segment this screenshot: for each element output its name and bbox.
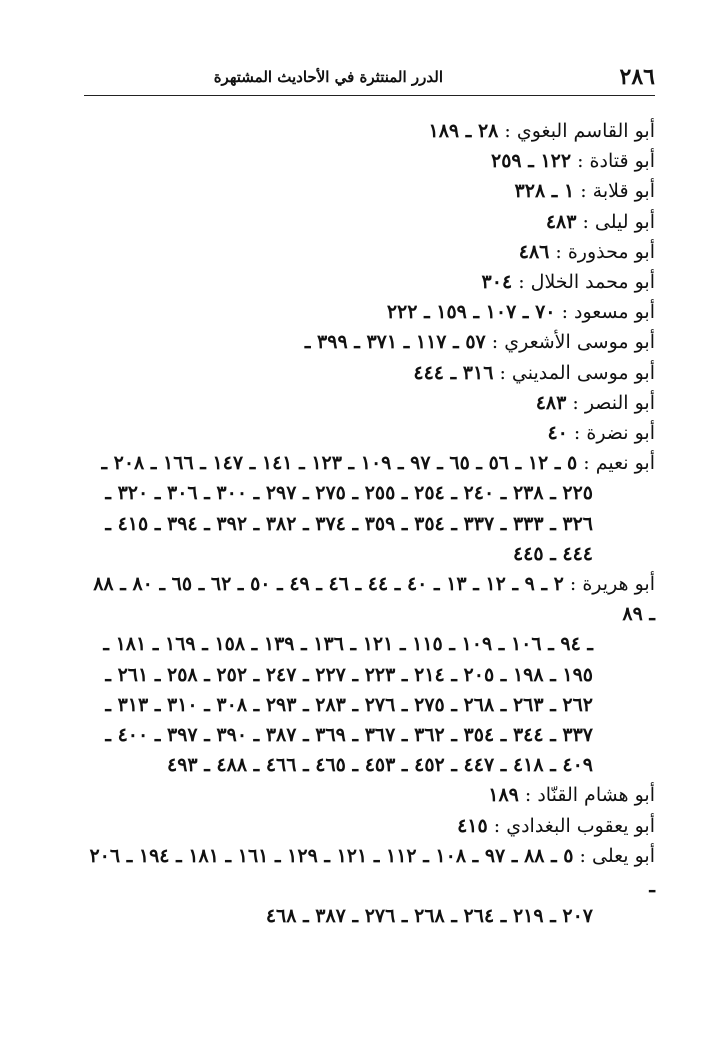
page-number: ٢٨٦ [619,64,655,90]
index-entry-continuation: ٢٢٥ ـ ٢٣٨ ـ ٢٤٠ ـ ٢٥٤ ـ ٢٥٥ ـ ٢٧٥ ـ ٢٩٧ ـ ٣٠٠ ـ ٣٠٦ ـ ٣٢٠ ـ [105,482,593,505]
running-title: الدرر المنتثرة في الأحاديث المشتهرة [213,68,443,86]
index-entry [84,388,655,418]
entry-pages: ١٨٩ [488,784,519,807]
entry-name: أبو يعلى : [579,844,655,867]
entry-pages: ٤٨٣ [535,391,567,414]
entry-name: أبو يعقوب البغدادي : [493,814,655,837]
entry-name: أبو هشام القنّاد : [524,784,655,807]
index-entry-continuation: ٤٠٩ ـ ٤١٨ ـ ٤٤٧ ـ ٤٥٢ ـ ٤٥٣ ـ ٤٦٥ ـ ٤٦٦ ـ ٤٨٨ ـ ٤٩٣ [167,754,593,777]
entry-pages: ٤١٥ [457,814,488,837]
entry-pages: ٢ ـ ٩ ـ ١٢ ـ ١٣ ـ ٤٠ ـ ٤٤ ـ ٤٦ ـ ٤٩ ـ ٥٠ ـ ٦٢ ـ ٦٥ ـ ٨٠ ـ ٨٨ ـ ٨٩ [93,573,655,626]
entry-pages: ١٢٢ ـ ٢٥٩ [491,150,572,173]
index-entry-continuation: ٢٦٢ ـ ٢٦٣ ـ ٢٦٨ ـ ٢٧٥ ـ ٢٧٦ ـ ٢٨٣ ـ ٢٩٣ ـ ٣٠٨ ـ ٣١٠ ـ ٣١٣ ـ [105,693,593,716]
entry-name: أبو موسى المديني : [499,361,655,384]
index-entry-continuation: ٣٣٧ ـ ٣٤٤ ـ ٣٥٤ ـ ٣٦٢ ـ ٣٦٧ ـ ٣٦٩ ـ ٣٨٧ ـ ٣٩٠ ـ ٣٩٧ ـ ٤٠٠ ـ [105,724,593,747]
page-header [84,62,655,92]
entry-name: أبو قلابة : [580,180,655,203]
entry-pages: ٥٧ ـ ١١٧ ـ ٣٧١ ـ ٣٩٩ ـ [304,331,486,354]
index-entries [84,116,655,931]
index-entry [84,146,655,176]
index-entry [84,780,655,810]
index-entry [84,267,655,297]
header-divider [84,95,655,96]
entry-name: أبو هريرة : [569,573,655,596]
entry-name: أبو النصر : [572,391,655,414]
index-entry [84,327,655,357]
index-entry-continuation: ٤٤٤ ـ ٤٤٥ [512,542,593,565]
entry-name: أبو ليلى : [582,210,655,233]
index-entry [84,569,655,629]
entry-pages: ٢٨ ـ ١٨٩ [428,120,499,142]
entry-pages: ٧٠ ـ ١٠٧ ـ ١٥٩ ـ ٢٢٢ [386,301,556,324]
entry-pages: ٣١٦ ـ ٤٤٤ [413,361,494,384]
index-entry [84,207,655,237]
entry-pages: ٣٠٤ [481,271,513,294]
entry-name: أبو موسى الأشعري : [491,331,655,354]
entry-pages: ٥ ـ ٨٨ ـ ٩٧ ـ ١٠٨ ـ ١١٢ ـ ١٢١ ـ ١٢٩ ـ ١٦١ ـ ١٨١ ـ ١٩٤ ـ ٢٠٦ ـ [89,844,655,898]
entry-pages: ٤٨٦ [518,240,550,263]
entry-pages: ٥ ـ ١٢ ـ ٥٦ ـ ٦٥ ـ ٩٧ ـ ١٠٩ ـ ١٢٣ ـ ١٤١ ـ ١٤٧ ـ ١٦٦ ـ ٢٠٨ ـ [101,452,578,475]
entry-pages: ٤٠ [547,422,568,445]
index-entry [84,841,655,901]
entry-name: أبو محمد الخلال : [518,271,655,294]
index-entry [84,811,655,841]
index-entry-continuation: ٢٠٧ ـ ٢١٩ ـ ٢٦٤ ـ ٢٦٨ ـ ٢٧٦ ـ ٣٨٧ ـ ٤٦٨ [265,905,593,928]
entry-pages: ١ ـ ٣٢٨ [514,180,575,203]
entry-name: أبو قتادة : [577,150,655,173]
entry-name: أبو مسعود : [561,301,655,324]
index-entry-continuation: ـ ٩٤ ـ ١٠٦ ـ ١٠٩ ـ ١١٥ ـ ١٢١ ـ ١٣٦ ـ ١٣٩ ـ ١٥٨ ـ ١٦٩ ـ ١٨١ ـ [103,633,593,656]
entry-name: أبو محذورة : [555,240,655,263]
index-entry [84,418,655,448]
entry-pages: ٤٨٣ [545,210,577,233]
index-entry [84,297,655,327]
index-entry-continuation: ١٩٥ ـ ١٩٨ ـ ٢٠٥ ـ ٢١٤ ـ ٢٢٣ ـ ٢٢٧ ـ ٢٤٧ ـ ٢٥٢ ـ ٢٥٨ ـ ٢٦١ ـ [105,663,593,686]
index-entry [84,358,655,388]
entry-name: أبو نعيم : [583,452,655,475]
entry-name: أبو نضرة : [573,422,655,445]
index-entry [84,176,655,206]
entry-name: أبو القاسم البغوي : [504,120,655,142]
index-entry [84,237,655,267]
index-entry [84,448,655,478]
index-entry [84,116,655,146]
index-entry-continuation: ٣٢٦ ـ ٣٣٣ ـ ٣٣٧ ـ ٣٥٤ ـ ٣٥٩ ـ ٣٧٤ ـ ٣٨٢ ـ ٣٩٢ ـ ٣٩٤ ـ ٤١٥ ـ [105,512,593,535]
